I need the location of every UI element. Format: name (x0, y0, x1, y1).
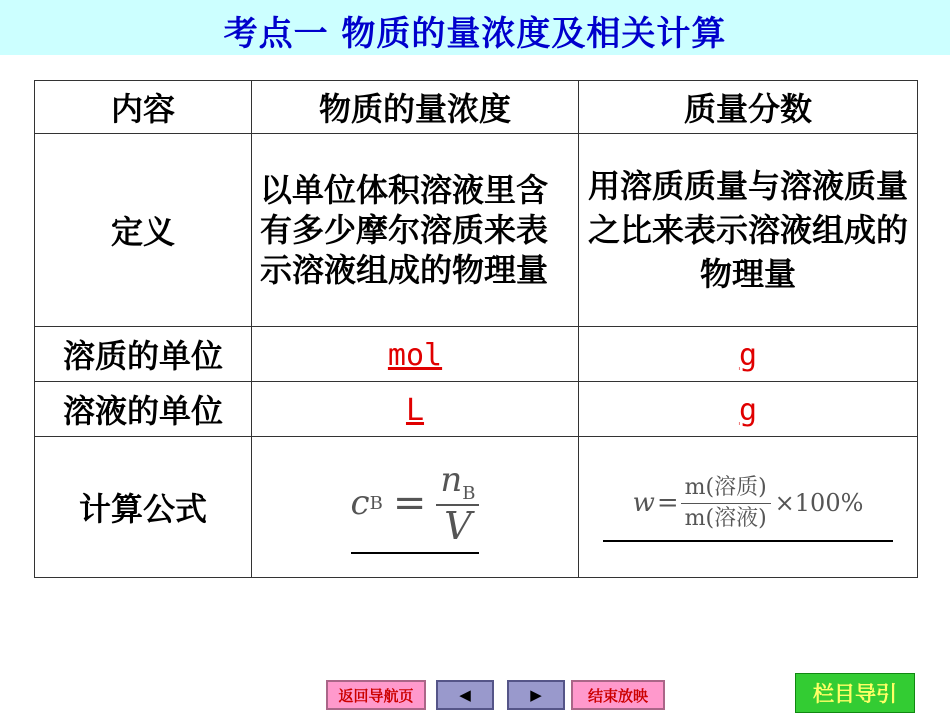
definition-label: 定义 (35, 134, 252, 327)
header-concentration: 物质的量浓度 (252, 81, 579, 134)
solute-unit-concentration: mol (387, 338, 443, 373)
solute-unit-label: 溶质的单位 (35, 327, 252, 382)
mass-fraction-formula: w = $\frac{\text{m(溶质)}}{\text{m(溶液)}}$ ×100% (603, 473, 893, 542)
table-row-solute-unit (35, 327, 918, 382)
answer-underline (351, 552, 480, 554)
solute-unit-mass-fraction: g (738, 338, 758, 373)
section-guide-button[interactable]: 栏目导引 (795, 673, 915, 713)
answer-underline (603, 540, 893, 542)
definition-mass-fraction: 用溶质质量与溶液质量之比来表示溶液组成的物理量 (579, 134, 918, 327)
header-content: 内容 (35, 81, 252, 134)
prev-slide-button[interactable]: ◀ (436, 680, 494, 710)
page-title: 考点一 物质的量浓度及相关计算 (223, 14, 727, 54)
back-to-nav-button[interactable]: 返回导航页 (326, 680, 426, 710)
table-row-definition (35, 134, 918, 327)
end-show-button[interactable]: 结束放映 (571, 680, 665, 710)
header-mass-fraction: 质量分数 (579, 81, 918, 134)
next-slide-button[interactable]: ▶ (507, 680, 565, 710)
concentration-formula: c B = $\frac{n_B}{V}$ (351, 460, 480, 554)
table-row-solution-unit (35, 382, 918, 437)
solution-unit-label: 溶液的单位 (35, 382, 252, 437)
solution-unit-mass-fraction: g (738, 393, 758, 428)
formula-label: 计算公式 (35, 437, 252, 578)
table-header-row (35, 81, 918, 134)
solution-unit-concentration: L (405, 393, 425, 428)
table-row-formula (35, 437, 918, 578)
definition-concentration: 以单位体积溶液里含有多少摩尔溶质来表示溶液组成的物理量 (252, 134, 579, 327)
comparison-table (34, 80, 918, 578)
